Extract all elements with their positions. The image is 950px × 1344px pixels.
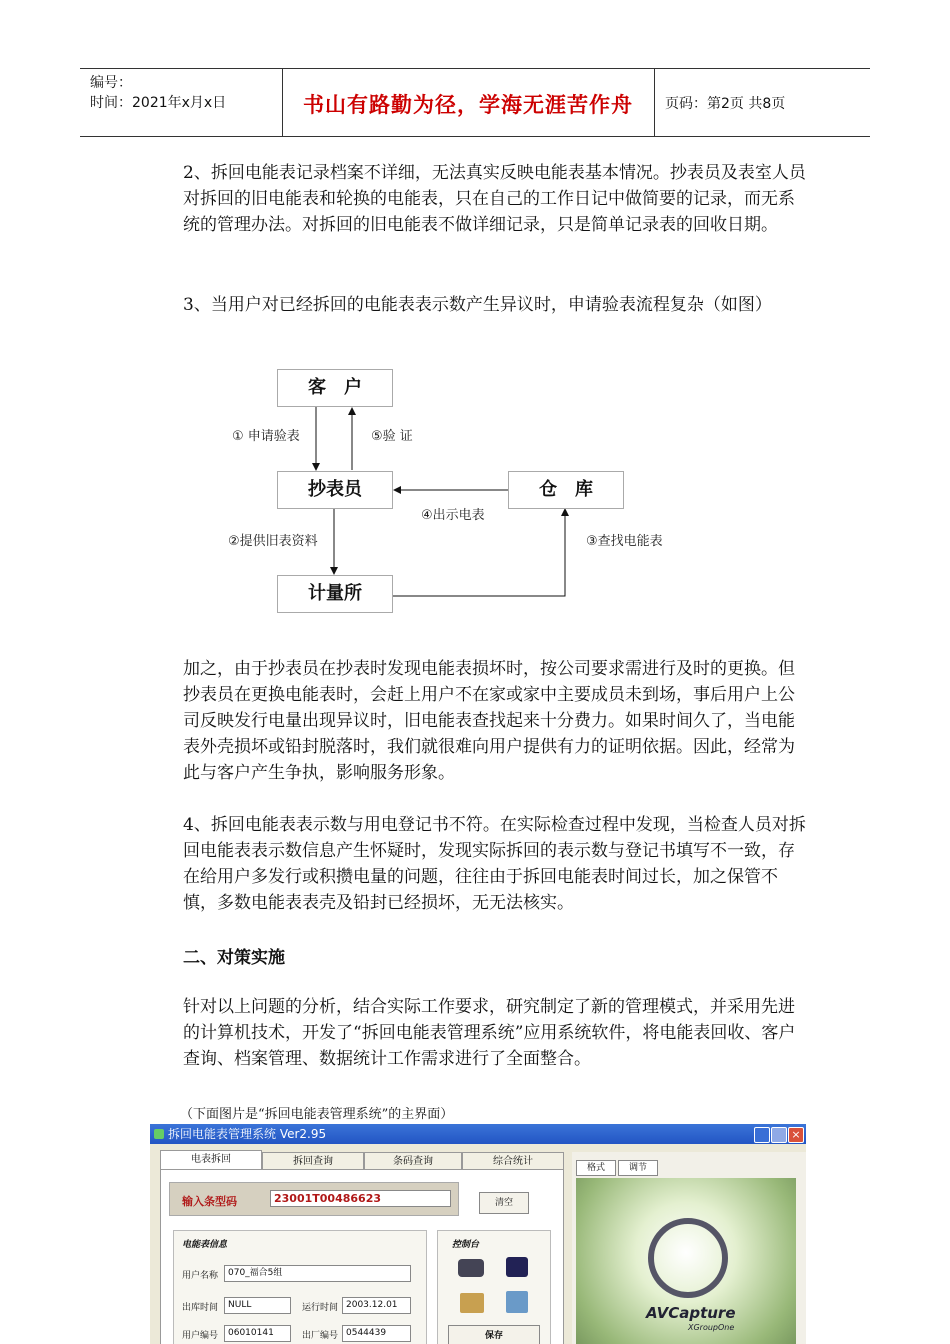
user-no-label: 用户编号 bbox=[182, 1331, 219, 1341]
barcode-label: 输入条型码 bbox=[182, 1195, 237, 1208]
figure-caption: （下面图片是“拆回电能表管理系统”的主界面） bbox=[180, 1107, 454, 1122]
camera-icon[interactable] bbox=[506, 1257, 528, 1277]
main-panel bbox=[160, 1169, 564, 1344]
page-info: 页码：第2页 共8页 bbox=[665, 96, 786, 112]
control-panel-title: 控制台 bbox=[452, 1240, 480, 1250]
tab-removal-query[interactable]: 拆回查询 bbox=[262, 1152, 364, 1171]
paragraph-5: 针对以上问题的分析，结合实际工作要求，研究制定了新的管理模式，并采用先进的计算机技术，开发了“拆回电能表管理系统”应用系统软件，将电能表回收、客户查询、档案管理、数据统计工作需求进行了全面整合。 bbox=[183, 997, 796, 1069]
video-preview bbox=[576, 1178, 796, 1344]
clear-button[interactable]: 清空 bbox=[479, 1192, 529, 1214]
minimize-icon[interactable] bbox=[754, 1127, 770, 1143]
app-titlebar bbox=[150, 1124, 806, 1144]
tab-barcode-query[interactable]: 条码查询 bbox=[364, 1152, 462, 1171]
tab-statistics[interactable]: 综合统计 bbox=[462, 1152, 564, 1171]
run-time-field[interactable]: 2003.12.01 bbox=[342, 1297, 411, 1314]
app-icon bbox=[154, 1129, 164, 1139]
number-label: 编号： bbox=[90, 75, 132, 91]
label-step4: ④出示电表 bbox=[421, 508, 485, 523]
header-motto: 书山有路勤为径，学海无涯苦作舟 bbox=[303, 92, 633, 117]
tab-meter-removal[interactable]: 电表拆回 bbox=[160, 1150, 262, 1170]
picture-icon[interactable] bbox=[506, 1291, 528, 1313]
control-panel bbox=[437, 1230, 551, 1344]
app-window bbox=[150, 1124, 806, 1344]
meter-info-title: 电能表信息 bbox=[182, 1240, 228, 1250]
adjust-button[interactable]: 调节 bbox=[618, 1160, 658, 1176]
save-button[interactable]: 保存 bbox=[448, 1325, 540, 1344]
image-icon[interactable] bbox=[460, 1293, 484, 1313]
meter-info-group bbox=[173, 1230, 427, 1344]
node-customer: 客 户 bbox=[277, 369, 393, 407]
label-step1: ① 申请验表 bbox=[232, 429, 300, 444]
label-step2: ②提供旧表资料 bbox=[228, 534, 318, 549]
out-time-field[interactable]: NULL bbox=[224, 1297, 291, 1314]
user-name-label: 用户名称 bbox=[182, 1271, 219, 1281]
format-button[interactable]: 格式 bbox=[576, 1160, 616, 1176]
factory-no-label: 出厂编号 bbox=[302, 1331, 339, 1341]
flowchart-arrows bbox=[0, 0, 950, 640]
paragraph-2: 3、当用户对已经拆回的电能表表示数产生异议时，申请验表流程复杂（如图） bbox=[183, 295, 772, 315]
close-icon[interactable]: × bbox=[788, 1127, 804, 1143]
video-camera-icon[interactable] bbox=[458, 1259, 484, 1277]
paragraph-1: 2、拆回电能表记录档案不详细，无法真实反映电能表基本情况。抄表员及表室人员对拆回的旧电能表和轮换的电能表，只在自己的工作日记中做简要的记录，而无系统的管理办法。对拆回的旧电能表不做详细记录，只是简单记录表的回收日期。 bbox=[183, 163, 806, 235]
maximize-icon[interactable] bbox=[771, 1127, 787, 1143]
label-step3: ③查找电能表 bbox=[586, 534, 663, 549]
app-title: 拆回电能表管理系统 Ver2.95 bbox=[168, 1127, 327, 1141]
node-metering: 计量所 bbox=[277, 575, 393, 613]
label-step5: ⑤验 证 bbox=[371, 429, 413, 444]
out-time-label: 出库时间 bbox=[182, 1303, 219, 1313]
paragraph-3: 加之，由于抄表员在抄表时发现电能表损坏时，按公司要求需进行及时的更换。但抄表员在更换电能表时，会赶上用户不在家或家中主要成员未到场，事后用户上公司反映发行电量出现异议时，旧电能表查找起来十分费力。如果时间久了，当电能表外壳损坏或铅封脱落时，我们就很难向用户提供有力的证明依据。因此，经常为此与客户产生争执，影响服务形象。 bbox=[183, 659, 795, 783]
run-time-label: 运行时间 bbox=[302, 1303, 339, 1313]
user-no-field[interactable]: 06010141 bbox=[224, 1325, 291, 1342]
preview-pane bbox=[572, 1152, 806, 1344]
paragraph-4: 4、拆回电能表表示数与用电登记书不符。在实际检查过程中发现，当检查人员对拆回电能表表示数信息产生怀疑时，发现实际拆回的表示数与登记书填写不一致，存在给用户多发行或积攒电量的问题，往往由于拆回电能表时间过长，加之保管不慎，多数电能表表壳及铅封已经损坏，无无法核实。 bbox=[183, 815, 806, 913]
date-label: 时间：2021年x月x日 bbox=[90, 95, 227, 111]
logo-text: AVCapture bbox=[646, 1304, 736, 1322]
barcode-bar bbox=[169, 1182, 459, 1216]
avcapture-logo-icon bbox=[648, 1218, 728, 1298]
section-title: 二、对策实施 bbox=[183, 948, 285, 968]
barcode-input[interactable]: 23001T00486623 bbox=[270, 1190, 451, 1207]
user-name-field[interactable]: 070_福合5组 bbox=[224, 1265, 411, 1282]
logo-subtext: XGroupOne bbox=[688, 1323, 735, 1332]
factory-no-field[interactable]: 0544439 bbox=[342, 1325, 411, 1342]
node-meter-reader: 抄表员 bbox=[277, 471, 393, 509]
node-warehouse: 仓 库 bbox=[508, 471, 624, 509]
